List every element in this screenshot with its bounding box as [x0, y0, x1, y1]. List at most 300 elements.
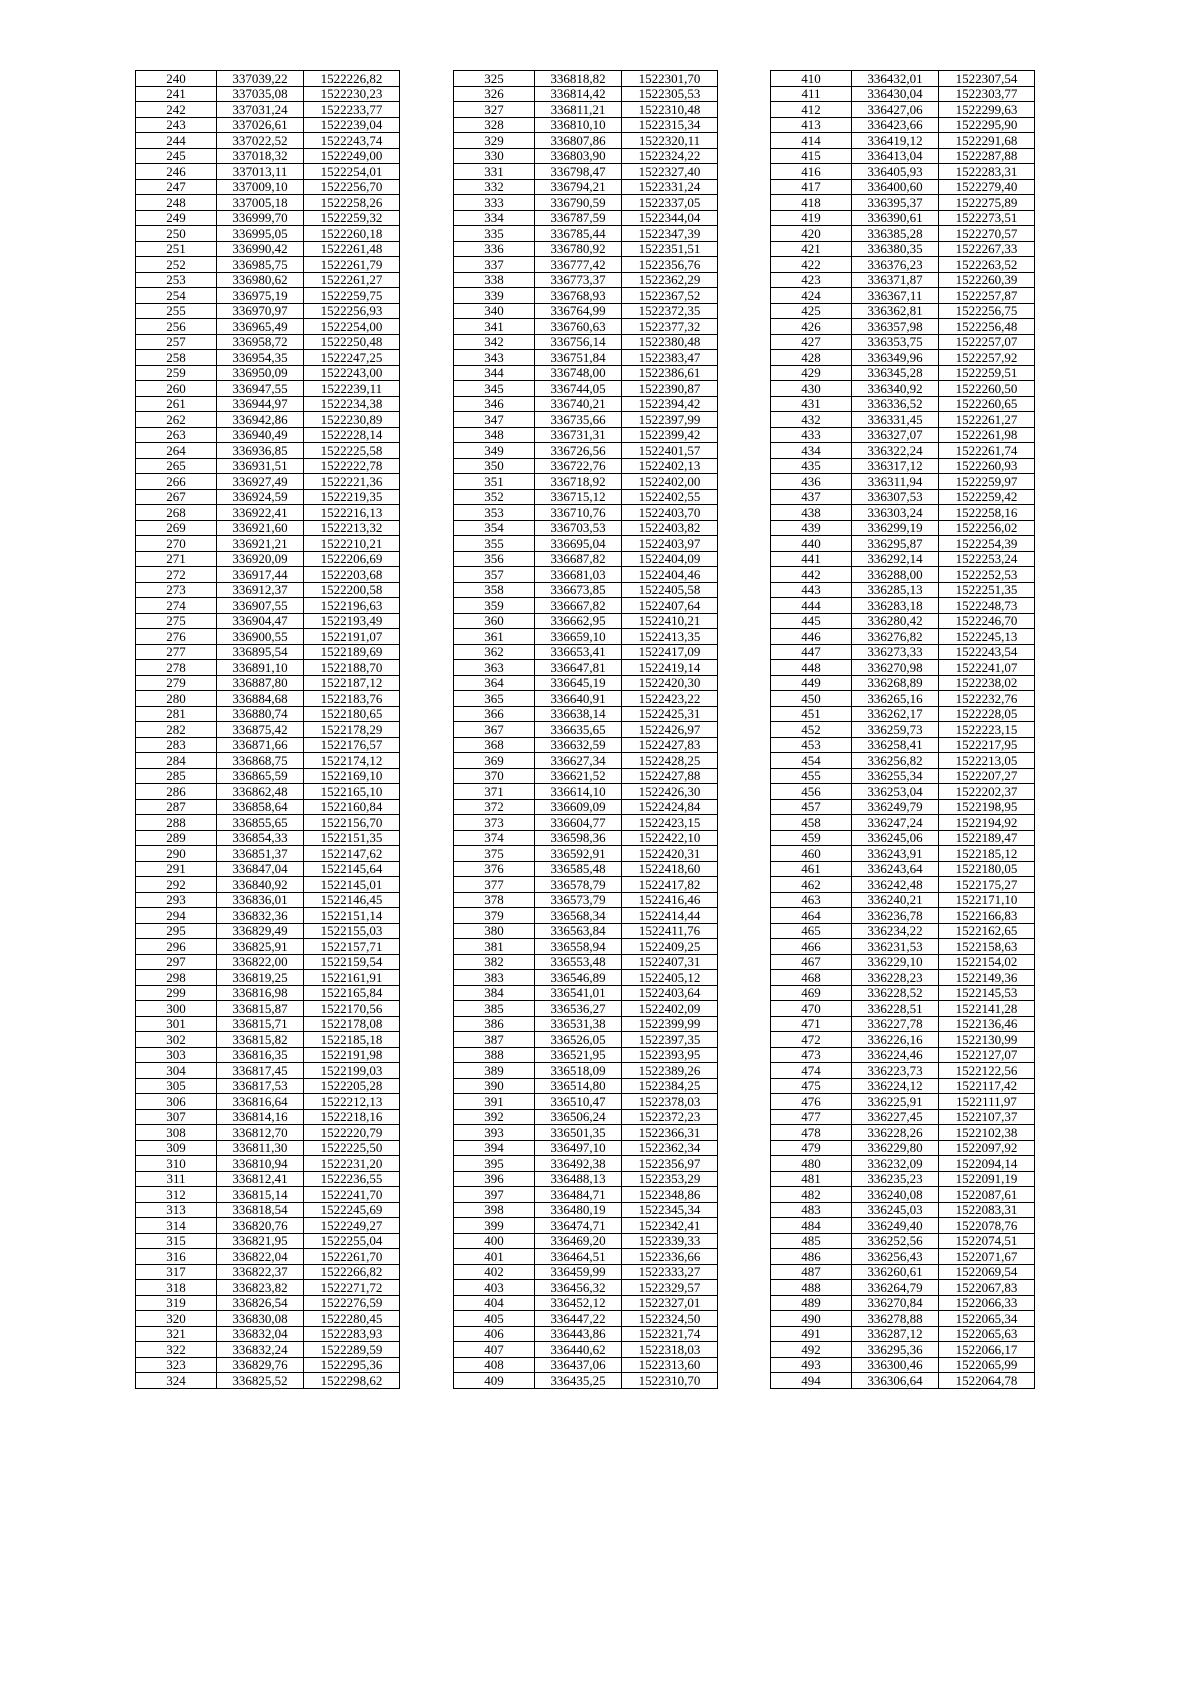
point-number-cell: 363 [454, 660, 535, 676]
table-row [771, 1094, 1035, 1110]
table-row [454, 1156, 718, 1172]
x-coordinate-cell: 336695,04 [535, 536, 622, 552]
x-coordinate-cell: 337031,24 [217, 102, 304, 118]
x-coordinate-cell: 336240,08 [852, 1187, 939, 1203]
y-coordinate-cell: 1522203,68 [304, 567, 400, 583]
x-coordinate-cell: 336667,82 [535, 598, 622, 614]
x-coordinate-cell: 336225,91 [852, 1094, 939, 1110]
table-row [136, 784, 400, 800]
y-coordinate-cell: 1522220,79 [304, 1125, 400, 1141]
x-coordinate-cell: 336317,12 [852, 458, 939, 474]
y-coordinate-cell: 1522257,92 [939, 350, 1035, 366]
point-number-cell: 399 [454, 1218, 535, 1234]
table-row [771, 892, 1035, 908]
y-coordinate-cell: 1522169,10 [304, 768, 400, 784]
y-coordinate-cell: 1522185,12 [939, 846, 1035, 862]
table-row [771, 396, 1035, 412]
y-coordinate-cell: 1522283,31 [939, 164, 1035, 180]
table-row [771, 350, 1035, 366]
x-coordinate-cell: 336536,27 [535, 1001, 622, 1017]
point-number-cell: 310 [136, 1156, 217, 1172]
x-coordinate-cell: 336245,06 [852, 830, 939, 846]
y-coordinate-cell: 1522243,74 [304, 133, 400, 149]
table-row [136, 939, 400, 955]
y-coordinate-cell: 1522253,24 [939, 551, 1035, 567]
x-coordinate-cell: 336887,80 [217, 675, 304, 691]
y-coordinate-cell: 1522257,87 [939, 288, 1035, 304]
y-coordinate-cell: 1522149,36 [939, 970, 1035, 986]
x-coordinate-cell: 336224,12 [852, 1078, 939, 1094]
y-coordinate-cell: 1522380,48 [622, 334, 718, 350]
y-coordinate-cell: 1522377,32 [622, 319, 718, 335]
table-row [771, 985, 1035, 1001]
point-number-cell: 266 [136, 474, 217, 490]
x-coordinate-cell: 336851,37 [217, 846, 304, 862]
x-coordinate-cell: 336718,92 [535, 474, 622, 490]
table-row [136, 970, 400, 986]
table-row [136, 1249, 400, 1265]
y-coordinate-cell: 1522239,04 [304, 117, 400, 133]
y-coordinate-cell: 1522166,83 [939, 908, 1035, 924]
table-row [136, 148, 400, 164]
table-row [771, 334, 1035, 350]
y-coordinate-cell: 1522310,70 [622, 1373, 718, 1389]
table-row [771, 567, 1035, 583]
table-row [454, 505, 718, 521]
table-row [454, 241, 718, 257]
point-number-cell: 323 [136, 1357, 217, 1373]
y-coordinate-cell: 1522250,48 [304, 334, 400, 350]
table-row [771, 1357, 1035, 1373]
x-coordinate-cell: 336868,75 [217, 753, 304, 769]
table-row [136, 629, 400, 645]
table-row [136, 908, 400, 924]
y-coordinate-cell: 1522261,48 [304, 241, 400, 257]
table-row [771, 1311, 1035, 1327]
table-row [454, 861, 718, 877]
point-number-cell: 345 [454, 381, 535, 397]
point-number-cell: 289 [136, 830, 217, 846]
y-coordinate-cell: 1522333,27 [622, 1264, 718, 1280]
y-coordinate-cell: 1522189,47 [939, 830, 1035, 846]
y-coordinate-cell: 1522122,56 [939, 1063, 1035, 1079]
x-coordinate-cell: 336855,65 [217, 815, 304, 831]
point-number-cell: 428 [771, 350, 852, 366]
x-coordinate-cell: 336228,23 [852, 970, 939, 986]
x-coordinate-cell: 336803,90 [535, 148, 622, 164]
point-number-cell: 267 [136, 489, 217, 505]
point-number-cell: 365 [454, 691, 535, 707]
y-coordinate-cell: 1522158,63 [939, 939, 1035, 955]
x-coordinate-cell: 337013,11 [217, 164, 304, 180]
y-coordinate-cell: 1522162,65 [939, 923, 1035, 939]
table-row [771, 505, 1035, 521]
x-coordinate-cell: 336531,38 [535, 1016, 622, 1032]
table-row [771, 381, 1035, 397]
point-number-cell: 316 [136, 1249, 217, 1265]
table-row [771, 846, 1035, 862]
point-number-cell: 493 [771, 1357, 852, 1373]
x-coordinate-cell: 336958,72 [217, 334, 304, 350]
point-number-cell: 351 [454, 474, 535, 490]
point-number-cell: 303 [136, 1047, 217, 1063]
y-coordinate-cell: 1522254,39 [939, 536, 1035, 552]
table-row [771, 195, 1035, 211]
x-coordinate-cell: 336715,12 [535, 489, 622, 505]
point-number-cell: 403 [454, 1280, 535, 1296]
x-coordinate-cell: 336227,45 [852, 1109, 939, 1125]
x-coordinate-cell: 336840,92 [217, 877, 304, 893]
x-coordinate-cell: 336731,31 [535, 427, 622, 443]
x-coordinate-cell: 336331,45 [852, 412, 939, 428]
point-number-cell: 284 [136, 753, 217, 769]
table-row [136, 1109, 400, 1125]
point-number-cell: 286 [136, 784, 217, 800]
table-row [454, 474, 718, 490]
y-coordinate-cell: 1522261,27 [939, 412, 1035, 428]
y-coordinate-cell: 1522097,92 [939, 1140, 1035, 1156]
x-coordinate-cell: 336440,62 [535, 1342, 622, 1358]
point-number-cell: 344 [454, 365, 535, 381]
x-coordinate-cell: 336427,06 [852, 102, 939, 118]
x-coordinate-cell: 336506,24 [535, 1109, 622, 1125]
x-coordinate-cell: 336276,82 [852, 629, 939, 645]
point-number-cell: 334 [454, 210, 535, 226]
x-coordinate-cell: 336609,09 [535, 799, 622, 815]
point-number-cell: 371 [454, 784, 535, 800]
table-row [771, 489, 1035, 505]
x-coordinate-cell: 336814,16 [217, 1109, 304, 1125]
y-coordinate-cell: 1522213,32 [304, 520, 400, 536]
point-number-cell: 482 [771, 1187, 852, 1203]
table-row [136, 536, 400, 552]
x-coordinate-cell: 336811,21 [535, 102, 622, 118]
point-number-cell: 372 [454, 799, 535, 815]
table-row [136, 768, 400, 784]
x-coordinate-cell: 336252,56 [852, 1233, 939, 1249]
x-coordinate-cell: 336264,79 [852, 1280, 939, 1296]
point-number-cell: 489 [771, 1295, 852, 1311]
point-number-cell: 437 [771, 489, 852, 505]
x-coordinate-cell: 336249,79 [852, 799, 939, 815]
x-coordinate-cell: 336322,24 [852, 443, 939, 459]
table-row [136, 102, 400, 118]
x-coordinate-cell: 336764,99 [535, 303, 622, 319]
table-row [771, 1171, 1035, 1187]
table-row [771, 226, 1035, 242]
y-coordinate-cell: 1522189,69 [304, 644, 400, 660]
table-row [136, 753, 400, 769]
y-coordinate-cell: 1522091,19 [939, 1171, 1035, 1187]
x-coordinate-cell: 336349,96 [852, 350, 939, 366]
x-coordinate-cell: 336419,12 [852, 133, 939, 149]
table-row [136, 1295, 400, 1311]
point-number-cell: 366 [454, 706, 535, 722]
table-row [454, 1295, 718, 1311]
y-coordinate-cell: 1522407,31 [622, 954, 718, 970]
point-number-cell: 287 [136, 799, 217, 815]
table-row [454, 629, 718, 645]
table-row [454, 1109, 718, 1125]
point-number-cell: 339 [454, 288, 535, 304]
x-coordinate-cell: 336573,79 [535, 892, 622, 908]
table-row [454, 691, 718, 707]
x-coordinate-cell: 336847,04 [217, 861, 304, 877]
point-number-cell: 305 [136, 1078, 217, 1094]
table-row [136, 474, 400, 490]
point-number-cell: 356 [454, 551, 535, 567]
point-number-cell: 293 [136, 892, 217, 908]
y-coordinate-cell: 1522246,70 [939, 613, 1035, 629]
table-row [454, 1001, 718, 1017]
table-row [771, 908, 1035, 924]
y-coordinate-cell: 1522324,50 [622, 1311, 718, 1327]
x-coordinate-cell: 336327,07 [852, 427, 939, 443]
x-coordinate-cell: 336740,21 [535, 396, 622, 412]
x-coordinate-cell: 336825,52 [217, 1373, 304, 1389]
point-number-cell: 299 [136, 985, 217, 1001]
point-number-cell: 469 [771, 985, 852, 1001]
y-coordinate-cell: 1522165,10 [304, 784, 400, 800]
x-coordinate-cell: 336459,99 [535, 1264, 622, 1280]
table-row [771, 1125, 1035, 1141]
y-coordinate-cell: 1522185,18 [304, 1032, 400, 1048]
table-row [454, 613, 718, 629]
table-row [136, 164, 400, 180]
y-coordinate-cell: 1522344,04 [622, 210, 718, 226]
x-coordinate-cell: 336295,87 [852, 536, 939, 552]
table-row [454, 970, 718, 986]
x-coordinate-cell: 336621,52 [535, 768, 622, 784]
y-coordinate-cell: 1522403,70 [622, 505, 718, 521]
table-row [136, 288, 400, 304]
y-coordinate-cell: 1522366,31 [622, 1125, 718, 1141]
table-row [454, 892, 718, 908]
x-coordinate-cell: 336814,42 [535, 86, 622, 102]
y-coordinate-cell: 1522210,21 [304, 536, 400, 552]
table-row [771, 1032, 1035, 1048]
point-number-cell: 338 [454, 272, 535, 288]
table-row [771, 1078, 1035, 1094]
x-coordinate-cell: 336653,41 [535, 644, 622, 660]
point-number-cell: 280 [136, 691, 217, 707]
table-row [771, 257, 1035, 273]
y-coordinate-cell: 1522216,13 [304, 505, 400, 521]
table-row [136, 1373, 400, 1389]
y-coordinate-cell: 1522145,64 [304, 861, 400, 877]
point-number-cell: 475 [771, 1078, 852, 1094]
x-coordinate-cell: 336931,51 [217, 458, 304, 474]
point-number-cell: 335 [454, 226, 535, 242]
point-number-cell: 440 [771, 536, 852, 552]
y-coordinate-cell: 1522136,46 [939, 1016, 1035, 1032]
point-number-cell: 395 [454, 1156, 535, 1172]
point-number-cell: 429 [771, 365, 852, 381]
point-number-cell: 468 [771, 970, 852, 986]
x-coordinate-cell: 336947,55 [217, 381, 304, 397]
y-coordinate-cell: 1522320,11 [622, 133, 718, 149]
x-coordinate-cell: 336785,44 [535, 226, 622, 242]
y-coordinate-cell: 1522386,61 [622, 365, 718, 381]
point-number-cell: 402 [454, 1264, 535, 1280]
y-coordinate-cell: 1522212,13 [304, 1094, 400, 1110]
table-row [454, 1202, 718, 1218]
y-coordinate-cell: 1522156,70 [304, 815, 400, 831]
point-number-cell: 260 [136, 381, 217, 397]
y-coordinate-cell: 1522193,49 [304, 613, 400, 629]
table-row [771, 536, 1035, 552]
table-row [136, 1094, 400, 1110]
x-coordinate-cell: 336722,76 [535, 458, 622, 474]
point-number-cell: 282 [136, 722, 217, 738]
table-row [136, 598, 400, 614]
x-coordinate-cell: 336245,03 [852, 1202, 939, 1218]
point-number-cell: 444 [771, 598, 852, 614]
point-number-cell: 370 [454, 768, 535, 784]
point-number-cell: 273 [136, 582, 217, 598]
x-coordinate-cell: 336927,49 [217, 474, 304, 490]
point-number-cell: 369 [454, 753, 535, 769]
y-coordinate-cell: 1522407,64 [622, 598, 718, 614]
y-coordinate-cell: 1522280,45 [304, 1311, 400, 1327]
table-row [136, 319, 400, 335]
point-number-cell: 381 [454, 939, 535, 955]
x-coordinate-cell: 336226,16 [852, 1032, 939, 1048]
x-coordinate-cell: 336659,10 [535, 629, 622, 645]
x-coordinate-cell: 336405,93 [852, 164, 939, 180]
x-coordinate-cell: 336270,84 [852, 1295, 939, 1311]
y-coordinate-cell: 1522261,70 [304, 1249, 400, 1265]
point-number-cell: 463 [771, 892, 852, 908]
point-number-cell: 427 [771, 334, 852, 350]
y-coordinate-cell: 1522403,64 [622, 985, 718, 1001]
y-coordinate-cell: 1522426,30 [622, 784, 718, 800]
y-coordinate-cell: 1522413,35 [622, 629, 718, 645]
table-row [454, 117, 718, 133]
table-row [454, 846, 718, 862]
point-number-cell: 327 [454, 102, 535, 118]
point-number-cell: 455 [771, 768, 852, 784]
x-coordinate-cell: 336474,71 [535, 1218, 622, 1234]
x-coordinate-cell: 337035,08 [217, 86, 304, 102]
x-coordinate-cell: 336900,55 [217, 629, 304, 645]
point-number-cell: 391 [454, 1094, 535, 1110]
table-row [454, 737, 718, 753]
x-coordinate-cell: 336273,33 [852, 644, 939, 660]
x-coordinate-cell: 336242,48 [852, 877, 939, 893]
x-coordinate-cell: 336917,44 [217, 567, 304, 583]
point-number-cell: 415 [771, 148, 852, 164]
table-row [771, 319, 1035, 335]
point-number-cell: 319 [136, 1295, 217, 1311]
table-row [454, 412, 718, 428]
point-number-cell: 292 [136, 877, 217, 893]
point-number-cell: 360 [454, 613, 535, 629]
table-row [454, 1249, 718, 1265]
x-coordinate-cell: 336980,62 [217, 272, 304, 288]
table-row [454, 1032, 718, 1048]
table-row [771, 117, 1035, 133]
y-coordinate-cell: 1522243,54 [939, 644, 1035, 660]
y-coordinate-cell: 1522337,05 [622, 195, 718, 211]
y-coordinate-cell: 1522256,70 [304, 179, 400, 195]
y-coordinate-cell: 1522252,53 [939, 567, 1035, 583]
y-coordinate-cell: 1522230,23 [304, 86, 400, 102]
table-row [136, 381, 400, 397]
y-coordinate-cell: 1522263,52 [939, 257, 1035, 273]
y-coordinate-cell: 1522347,39 [622, 226, 718, 242]
x-coordinate-cell: 336357,98 [852, 319, 939, 335]
point-number-cell: 473 [771, 1047, 852, 1063]
y-coordinate-cell: 1522259,75 [304, 288, 400, 304]
y-coordinate-cell: 1522228,14 [304, 427, 400, 443]
y-coordinate-cell: 1522256,48 [939, 319, 1035, 335]
y-coordinate-cell: 1522315,34 [622, 117, 718, 133]
point-number-cell: 417 [771, 179, 852, 195]
x-coordinate-cell: 336255,34 [852, 768, 939, 784]
table-row [454, 660, 718, 676]
x-coordinate-cell: 337026,61 [217, 117, 304, 133]
point-number-cell: 367 [454, 722, 535, 738]
y-coordinate-cell: 1522411,76 [622, 923, 718, 939]
point-number-cell: 242 [136, 102, 217, 118]
table-row [454, 908, 718, 924]
y-coordinate-cell: 1522356,97 [622, 1156, 718, 1172]
table-row [771, 148, 1035, 164]
point-number-cell: 247 [136, 179, 217, 195]
x-coordinate-cell: 336514,80 [535, 1078, 622, 1094]
table-row [454, 706, 718, 722]
y-coordinate-cell: 1522351,51 [622, 241, 718, 257]
table-row [771, 1063, 1035, 1079]
y-coordinate-cell: 1522258,16 [939, 505, 1035, 521]
y-coordinate-cell: 1522188,70 [304, 660, 400, 676]
table-row [771, 830, 1035, 846]
table-row [771, 1295, 1035, 1311]
point-number-cell: 355 [454, 536, 535, 552]
y-coordinate-cell: 1522418,60 [622, 861, 718, 877]
x-coordinate-cell: 336687,82 [535, 551, 622, 567]
table-row [771, 970, 1035, 986]
x-coordinate-cell: 336922,41 [217, 505, 304, 521]
y-coordinate-cell: 1522180,65 [304, 706, 400, 722]
table-row [136, 1156, 400, 1172]
x-coordinate-cell: 336480,19 [535, 1202, 622, 1218]
y-coordinate-cell: 1522157,71 [304, 939, 400, 955]
x-coordinate-cell: 336390,61 [852, 210, 939, 226]
table-row [454, 350, 718, 366]
point-number-cell: 312 [136, 1187, 217, 1203]
table-row [454, 753, 718, 769]
x-coordinate-cell: 336510,47 [535, 1094, 622, 1110]
y-coordinate-cell: 1522249,00 [304, 148, 400, 164]
y-coordinate-cell: 1522130,99 [939, 1032, 1035, 1048]
point-number-cell: 484 [771, 1218, 852, 1234]
table-row [136, 1078, 400, 1094]
x-coordinate-cell: 336443,86 [535, 1326, 622, 1342]
table-row [136, 551, 400, 567]
point-number-cell: 250 [136, 226, 217, 242]
y-coordinate-cell: 1522259,97 [939, 474, 1035, 490]
y-coordinate-cell: 1522390,87 [622, 381, 718, 397]
x-coordinate-cell: 336773,37 [535, 272, 622, 288]
x-coordinate-cell: 336256,43 [852, 1249, 939, 1265]
table-row [771, 1249, 1035, 1265]
y-coordinate-cell: 1522206,69 [304, 551, 400, 567]
x-coordinate-cell: 336748,00 [535, 365, 622, 381]
y-coordinate-cell: 1522065,63 [939, 1326, 1035, 1342]
point-number-cell: 479 [771, 1140, 852, 1156]
